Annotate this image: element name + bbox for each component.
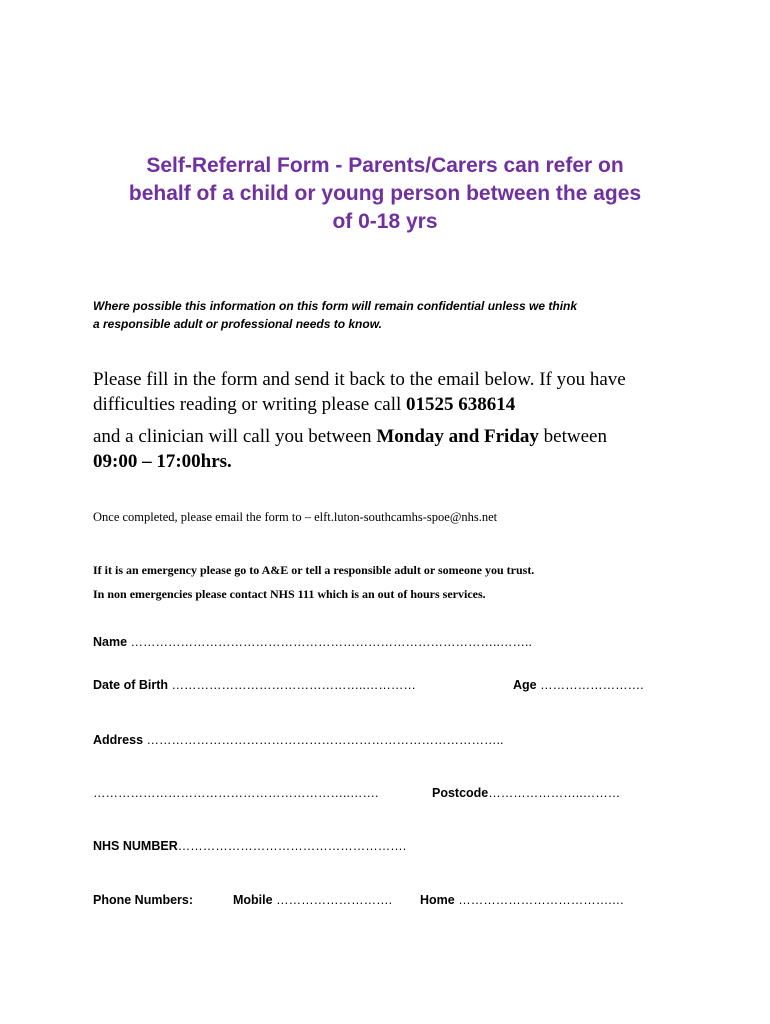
phone-number: 01525 638614 — [406, 394, 516, 415]
instructions-paragraph-1 — [93, 367, 713, 417]
name-label: Name — [93, 635, 128, 649]
call-days: Monday and Friday — [376, 426, 539, 447]
confidentiality-line-1: Where possible this information on this form will remain confidential unless we think — [93, 299, 578, 313]
dob-dots: ………………………………………..………… — [168, 678, 416, 692]
email-instruction: Once completed, please email the form to – elft.luton-southcamhs-spoe@nhs.net — [93, 510, 498, 524]
address-line-2-field[interactable] — [93, 786, 378, 800]
dob-field[interactable] — [93, 678, 416, 692]
mobile-label: Mobile — [233, 893, 273, 907]
nhs-number-label: NHS NUMBER — [93, 839, 178, 853]
mobile-dots: ………………………. — [272, 893, 393, 907]
age-label: Age — [513, 678, 537, 692]
home-label: Home — [420, 893, 455, 907]
non-emergency-notice: In non emergencies please contact NHS 111 which is an out of hours services. — [93, 587, 486, 601]
age-dots: ……………………. — [536, 678, 644, 692]
instructions-call-text: difficulties reading or writing please call — [93, 394, 407, 415]
name-field[interactable] — [93, 635, 532, 649]
home-phone-field[interactable] — [420, 893, 624, 907]
confidentiality-notice — [93, 297, 693, 333]
title-line-3: of 0-18 yrs — [332, 210, 438, 233]
emergency-notice: If it is an emergency please go to A&E or tell a responsible adult or someone you trust. — [93, 563, 535, 577]
clinician-call-text: and a clinician will call you between — [93, 426, 377, 447]
dob-label: Date of Birth — [93, 678, 168, 692]
name-dots: ……………………………………………………………………………..…….. — [127, 635, 532, 649]
call-hours: 09:00 – 17:00hrs. — [93, 451, 232, 472]
title-line-2: behalf of a child or young person between the ages — [128, 182, 642, 205]
mobile-field[interactable] — [233, 893, 392, 907]
instructions-line-2 — [93, 392, 713, 417]
age-field[interactable] — [513, 678, 644, 692]
address-line-2-dots: ……………………………………………………..……. — [93, 786, 379, 800]
instructions-line-4 — [93, 449, 713, 474]
address-label: Address — [93, 733, 144, 747]
between-text: between — [538, 426, 607, 447]
address-field[interactable] — [93, 733, 503, 747]
nhs-number-field[interactable] — [93, 839, 406, 853]
home-dots: ……………………………….… — [454, 893, 625, 907]
confidentiality-line-2: a responsible adult or professional needs to know. — [93, 317, 382, 331]
address-dots: ………………………………………………………………………….. — [143, 733, 504, 747]
postcode-label: Postcode — [432, 786, 489, 800]
instructions-line-3 — [93, 424, 713, 449]
nhs-number-dots: ………………………………………………. — [177, 839, 407, 853]
instructions-paragraph-2 — [93, 424, 713, 474]
instructions-line-1: Please fill in the form and send it back to the email below. If you have — [93, 369, 626, 390]
title-line-1: Self-Referral Form - Parents/Carers can refer on — [146, 154, 624, 177]
form-title — [60, 152, 710, 236]
postcode-dots: …………………..……… — [488, 786, 621, 800]
postcode-field[interactable] — [432, 786, 620, 800]
phone-numbers-label: Phone Numbers: — [93, 893, 194, 907]
